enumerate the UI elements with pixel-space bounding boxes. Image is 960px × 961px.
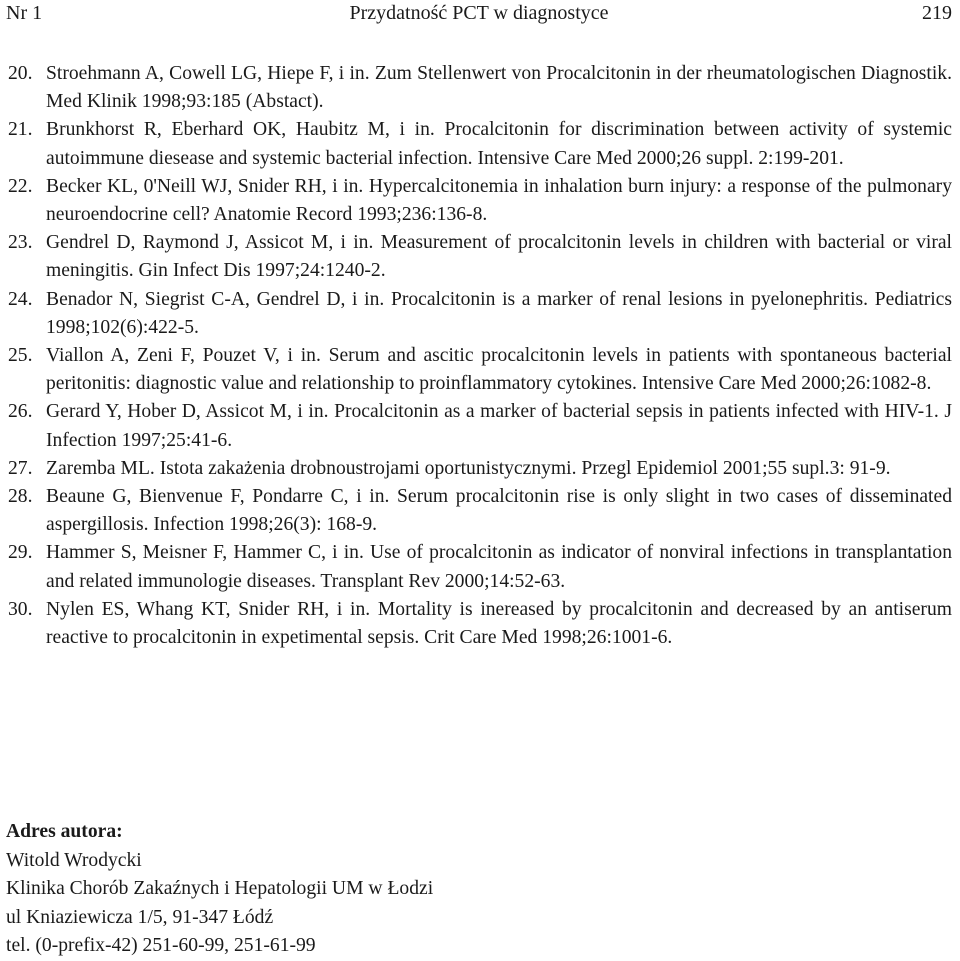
reference-text: Gendrel D, Raymond J, Assicot M, i in. Measurement of procalcitonin levels in children with bacterial or viral meningitis. Gin Infect Dis 1997;24:1240-2.	[46, 232, 952, 282]
running-title: Przydatność PCT w diagnostyce	[349, 2, 609, 24]
reference-item	[8, 116, 952, 172]
reference-number: 26.	[8, 401, 33, 423]
reference-text: Becker KL, 0'Neill WJ, Snider RH, i in. Hypercalcitonemia in inhalation burn injury: a response of the pulmonary neuroendocrine cell? Anatomie Record 1993;236:136-8.	[46, 175, 952, 226]
issue-number: Nr 1	[6, 2, 43, 24]
reference-number: 24.	[8, 288, 33, 310]
reference-list	[8, 60, 952, 652]
reference-text: Brunkhorst R, Eberhard OK, Haubitz M, i in. Procalcitonin for discrimination between activity of systemic autoimmune diesease and systemic bacterial infection. Intensive Care Med 2000;26 suppl. 2:199-201.	[46, 119, 952, 169]
reference-item	[8, 173, 952, 229]
author-name: Witold Wrodycki	[6, 849, 142, 871]
reference-item	[8, 539, 952, 595]
reference-text: Viallon A, Zeni F, Pouzet V, i in. Serum and ascitic procalcitonin levels in patients with spontaneous bacterial peritonitis: diagnostic value and relationship to proinflammatory cytokines. Intensive Care Med 2000;26:1082-8.	[46, 345, 952, 395]
reference-item	[8, 596, 952, 652]
reference-text: Zaremba ML. Istota zakażenia drobnoustrojami oportunistycznymi. Przegl Epidemiol 2001;55 supl.3: 91-9.	[46, 457, 891, 479]
reference-item	[8, 455, 952, 483]
reference-number: 21.	[8, 119, 33, 141]
author-heading: Adres autora:	[6, 821, 123, 842]
reference-number: 28.	[8, 486, 33, 508]
reference-number: 20.	[8, 63, 33, 84]
reference-number: 30.	[8, 598, 33, 620]
reference-number: 25.	[8, 345, 33, 367]
author-street: ul Kniaziewicza 1/5, 91-347 Łódź	[6, 906, 274, 928]
reference-item	[8, 286, 952, 342]
reference-text: Hammer S, Meisner F, Hammer C, i in. Use of procalcitonin as indicator of nonviral infections in transplantation and related immunologie diseases. Transplant Rev 2000;14:52-63.	[46, 542, 952, 592]
reference-item	[8, 229, 952, 285]
page-number: 219	[922, 2, 952, 24]
reference-item	[8, 60, 952, 116]
author-institution: Klinika Chorób Zakaźnych i Hepatologii UM w Łodzi	[6, 878, 434, 900]
author-address	[6, 818, 606, 961]
reference-number: 29.	[8, 542, 33, 564]
reference-text: Gerard Y, Hober D, Assicot M, i in. Procalcitonin as a marker of bacterial sepsis in patients infected with HIV-1. J Infection 1997;25:41-6.	[46, 401, 952, 451]
reference-item	[8, 342, 952, 398]
reference-text: Beaune G, Bienvenue F, Pondarre C, i in. Serum procalcitonin rise is only slight in two cases of disseminated aspergillosis. Infection 1998;26(3): 168-9.	[46, 486, 952, 536]
reference-text: Stroehmann A, Cowell LG, Hiepe F, i in. Zum Stellenwert von Procalcitonin in der rheumatologischen Diagnostik. Med Klinik 1998;93:185 (Abstact).	[46, 63, 952, 113]
reference-text: Benador N, Siegrist C-A, Gendrel D, i in. Procalcitonin is a marker of renal lesions in pyelonephritis. Pediatrics 1998;102(6):422-5.	[46, 288, 952, 338]
reference-item	[8, 398, 952, 454]
reference-item	[8, 483, 952, 539]
reference-number: 23.	[8, 232, 33, 254]
page-header	[6, 0, 952, 26]
reference-number: 27.	[8, 457, 33, 479]
author-phone: tel. (0-prefix-42) 251-60-99, 251-61-99	[6, 935, 316, 957]
reference-number: 22.	[8, 175, 33, 197]
reference-text: Nylen ES, Whang KT, Snider RH, i in. Mortality is inereased by procalcitonin and decreased by an antiserum reactive to procalcitonin in expetimental sepsis. Crit Care Med 1998;26:1001-6.	[46, 598, 952, 649]
